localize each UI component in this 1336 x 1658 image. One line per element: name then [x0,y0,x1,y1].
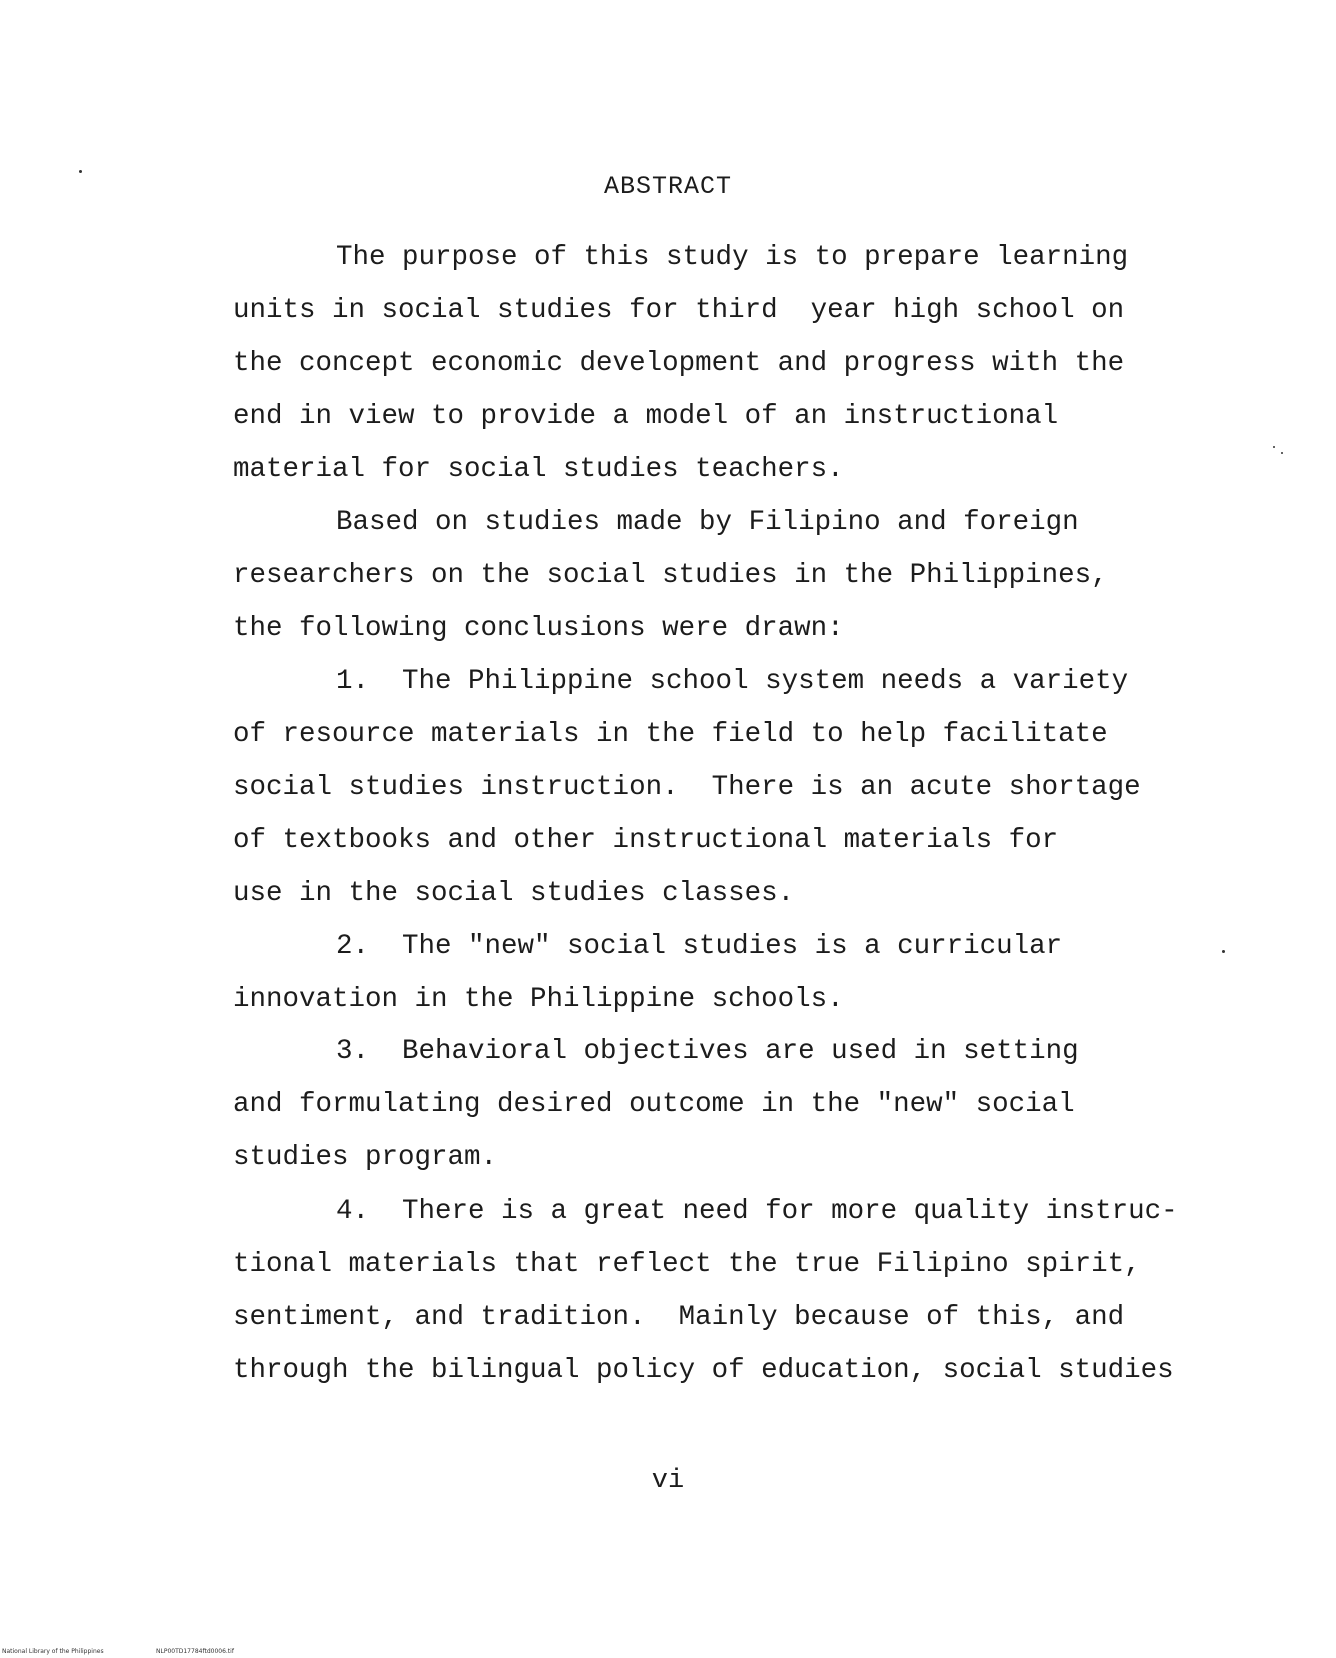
paragraph-1-line-2: units in social studies for third year high school on [233,295,1125,326]
conclusion-4-line-2: tional materials that reflect the true Filipino spirit, [233,1249,1141,1280]
abstract-title: ABSTRACT [603,172,733,201]
scan-speck [79,170,82,173]
conclusion-2-line-2: innovation in the Philippine schools. [233,984,844,1015]
conclusion-1-line-1: 1. The Philippine school system needs a variety [336,666,1129,697]
paragraph-2-line-1: Based on studies made by Filipino and foreign [336,507,1079,538]
conclusion-1-line-4: of textbooks and other instructional materials for [233,825,1059,856]
paragraph-1-line-4: end in view to provide a model of an instructional [233,401,1059,432]
conclusion-4-line-3: sentiment, and tradition. Mainly because of this, and [233,1302,1125,1333]
conclusion-3-line-3: studies program. [233,1142,498,1173]
conclusion-3-line-2: and formulating desired outcome in the "new" social [233,1089,1075,1120]
scan-speck [1281,452,1283,454]
paragraph-2-line-2: researchers on the social studies in the Philippines, [233,560,1108,591]
page-number: vi [651,1466,685,1496]
conclusion-4-line-1: 4. There is a great need for more quality instruc- [336,1196,1178,1227]
conclusion-2-line-1: 2. The "new" social studies is a curricular [336,931,1063,962]
paragraph-1-line-5: material for social studies teachers. [233,454,844,485]
footer-library-credit: National Library of the Philippines [2,1648,104,1655]
paragraph-2-line-3: the following conclusions were drawn: [233,613,844,644]
conclusion-1-line-2: of resource materials in the field to help facilitate [233,719,1108,750]
conclusion-1-line-5: use in the social studies classes. [233,878,795,909]
paragraph-1-line-1: The purpose of this study is to prepare learning [336,242,1129,273]
conclusion-4-line-4: through the bilingual policy of education, social studies [233,1355,1174,1386]
conclusion-3-line-1: 3. Behavioral objectives are used in setting [336,1036,1079,1067]
footer-file-id: NLP00TD17784ftd0006.tif [156,1648,234,1655]
scan-speck [1273,446,1275,448]
scan-speck [1222,950,1225,953]
paragraph-1-line-3: the concept economic development and progress with the [233,348,1125,379]
conclusion-1-line-3: social studies instruction. There is an acute shortage [233,772,1141,803]
